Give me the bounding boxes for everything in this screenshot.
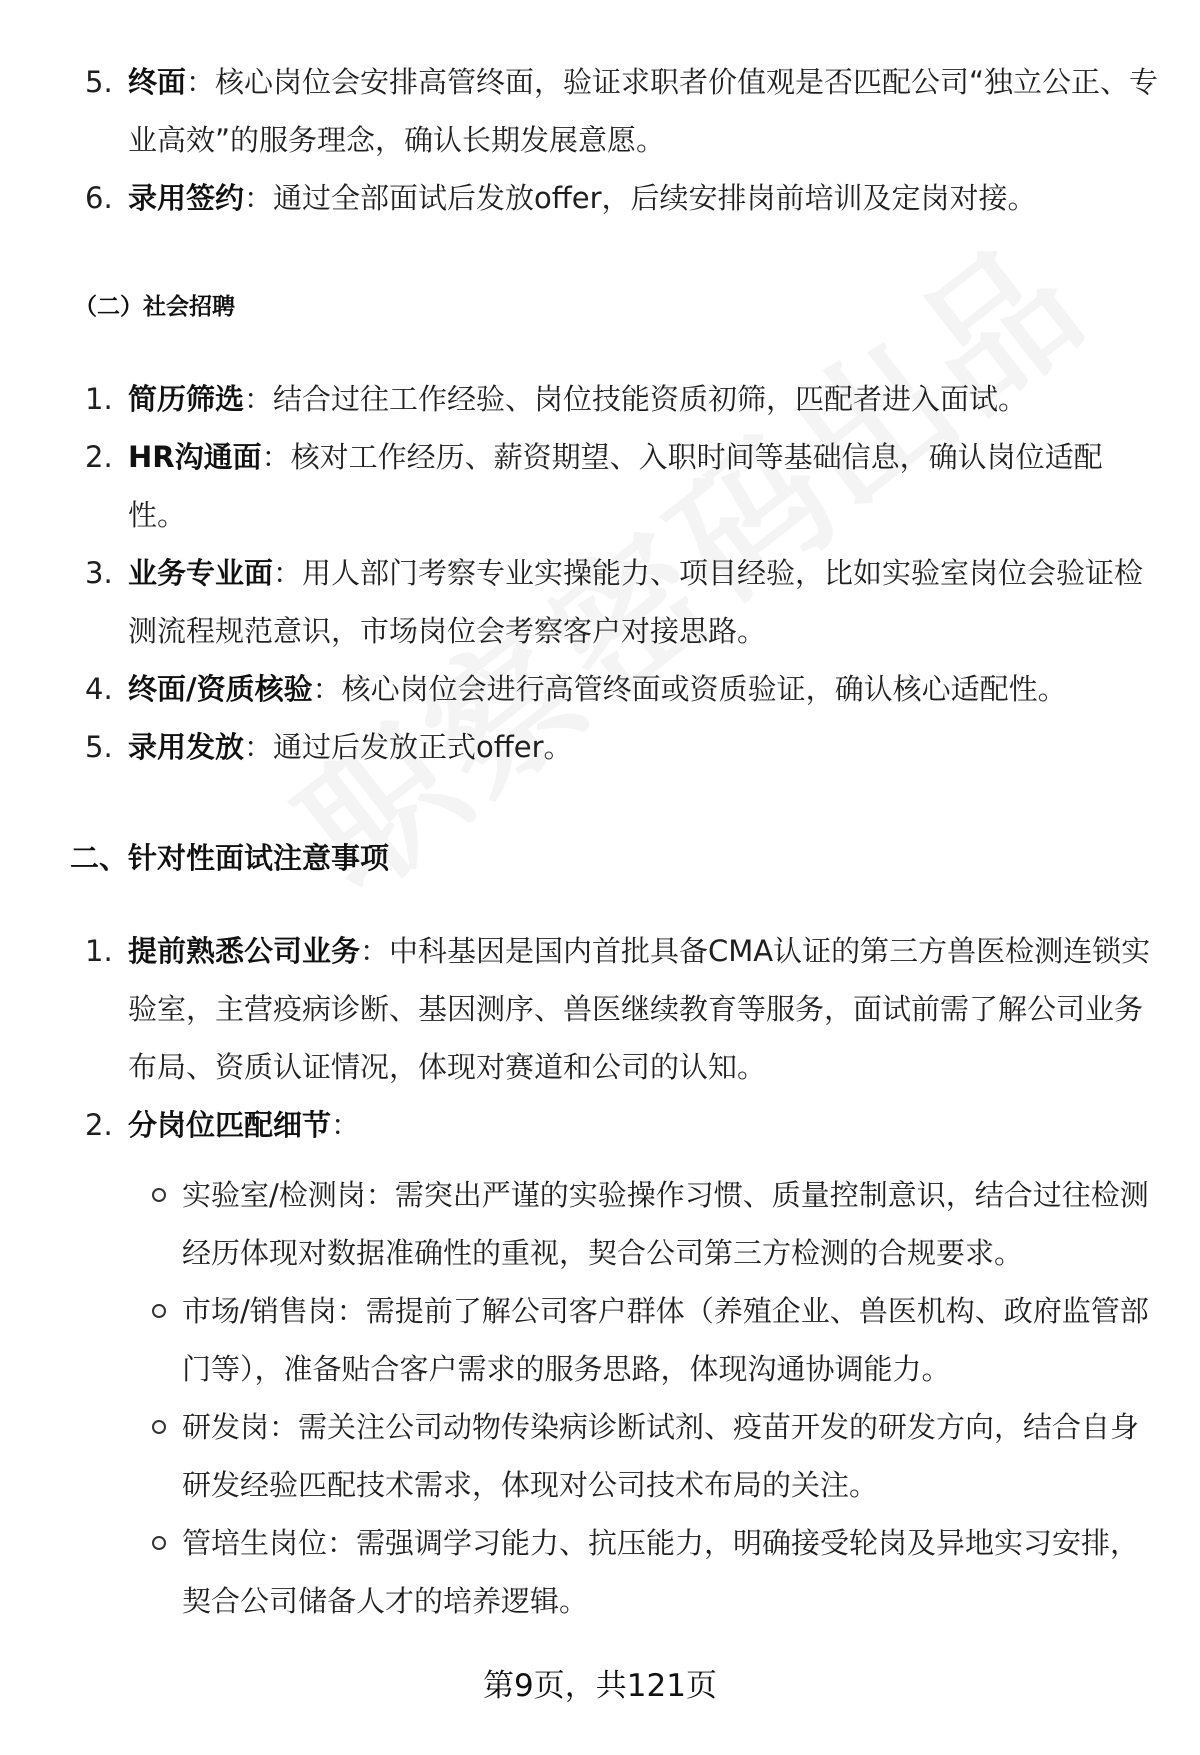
item-text: ：结合过往工作经验、岗位技能资质初筛，匹配者进入面试。 — [244, 382, 1028, 416]
item-term: 简历筛选 — [128, 382, 245, 416]
list-item — [0, 370, 1200, 428]
circle-bullet-icon — [152, 1536, 166, 1550]
item-number: 3. — [85, 556, 113, 590]
item-number: 6. — [85, 181, 113, 215]
item-term: 终面/资质核验 — [128, 672, 313, 706]
item-term: 分岗位匹配细节 — [128, 1108, 332, 1142]
list-item — [0, 660, 1200, 718]
bullet-text: 实验室/检测岗：需突出严谨的实验操作习惯、质量控制意识，结合过往检测经历体现对数据准确性的重视，契合公司第三方检测的合规要求。 — [182, 1178, 1149, 1270]
item-number: 1. — [85, 382, 113, 416]
item-term: 终面 — [128, 65, 187, 99]
item-number: 4. — [85, 672, 113, 706]
item-text: ：通过全部面试后发放offer，后续安排岗前培训及定岗对接。 — [244, 181, 1037, 215]
item-number: 2. — [85, 440, 113, 474]
section-subheading: （二）社会招聘 — [74, 294, 235, 320]
position-bullets — [0, 1166, 1200, 1630]
item-number: 5. — [85, 730, 113, 764]
item-text: ：用人部门考察专业实操能力、项目经验，比如实验室岗位会验证检测流程规范意识，市场岗位会考察客户对接思路。 — [128, 556, 1144, 648]
bullet-text: 管培生岗位：需强调学习能力、抗压能力，明确接受轮岗及异地实习安排，契合公司储备人才的培养逻辑。 — [182, 1526, 1140, 1618]
list-item — [0, 922, 1200, 1096]
item-term: 提前熟悉公司业务 — [128, 934, 361, 968]
interview-tips-list — [0, 922, 1200, 1154]
item-text: ：中科基因是国内首批具备CMA认证的第三方兽医检测连锁实验室，主营疫病诊断、基因测序、兽医继续教育等服务，面试前需了解公司业务布局、资质认证情况，体现对赛道和公司的认知。 — [128, 934, 1151, 1084]
item-text: ：核心岗位会进行高管终面或资质验证，确认核心适配性。 — [312, 672, 1067, 706]
item-term: HR沟通面 — [128, 440, 262, 474]
campus-steps-list — [0, 53, 1200, 227]
bullet-item — [0, 1514, 1200, 1630]
social-steps-list — [0, 370, 1200, 776]
item-text: ：核对工作经历、薪资期望、入职时间等基础信息，确认岗位适配性。 — [128, 440, 1103, 532]
circle-bullet-icon — [152, 1188, 166, 1202]
bullet-item — [0, 1282, 1200, 1398]
page-footer: 第9页，共121页 — [483, 1668, 717, 1704]
item-text: ：通过后发放正式offer。 — [244, 730, 573, 764]
list-item — [0, 1096, 1200, 1154]
item-text: ： — [331, 1108, 361, 1142]
list-item — [0, 718, 1200, 776]
circle-bullet-icon — [152, 1420, 166, 1434]
item-number: 2. — [85, 1108, 113, 1142]
list-item — [0, 428, 1200, 544]
item-term: 录用发放 — [128, 730, 245, 764]
item-term: 业务专业面 — [128, 556, 274, 590]
bullet-text: 研发岗：需关注公司动物传染病诊断试剂、疫苗开发的研发方向，结合自身研发经验匹配技术需求，体现对公司技术布局的关注。 — [182, 1410, 1140, 1502]
list-item — [0, 544, 1200, 660]
bullet-item — [0, 1166, 1200, 1282]
item-text: ：核心岗位会安排高管终面，验证求职者价值观是否匹配公司“独立公正、专业高效”的服务理念，确认长期发展意愿。 — [128, 65, 1159, 157]
item-term: 录用签约 — [128, 181, 245, 215]
bullet-item — [0, 1398, 1200, 1514]
item-number: 5. — [85, 65, 113, 99]
section-heading: 二、针对性面试注意事项 — [70, 841, 390, 875]
circle-bullet-icon — [152, 1304, 166, 1318]
list-item — [0, 169, 1200, 227]
bullet-text: 市场/销售岗：需提前了解公司客户群体（养殖企业、兽医机构、政府监管部门等），准备贴合客户需求的服务思路，体现沟通协调能力。 — [182, 1294, 1149, 1386]
list-item — [0, 53, 1200, 169]
item-number: 1. — [85, 934, 113, 968]
